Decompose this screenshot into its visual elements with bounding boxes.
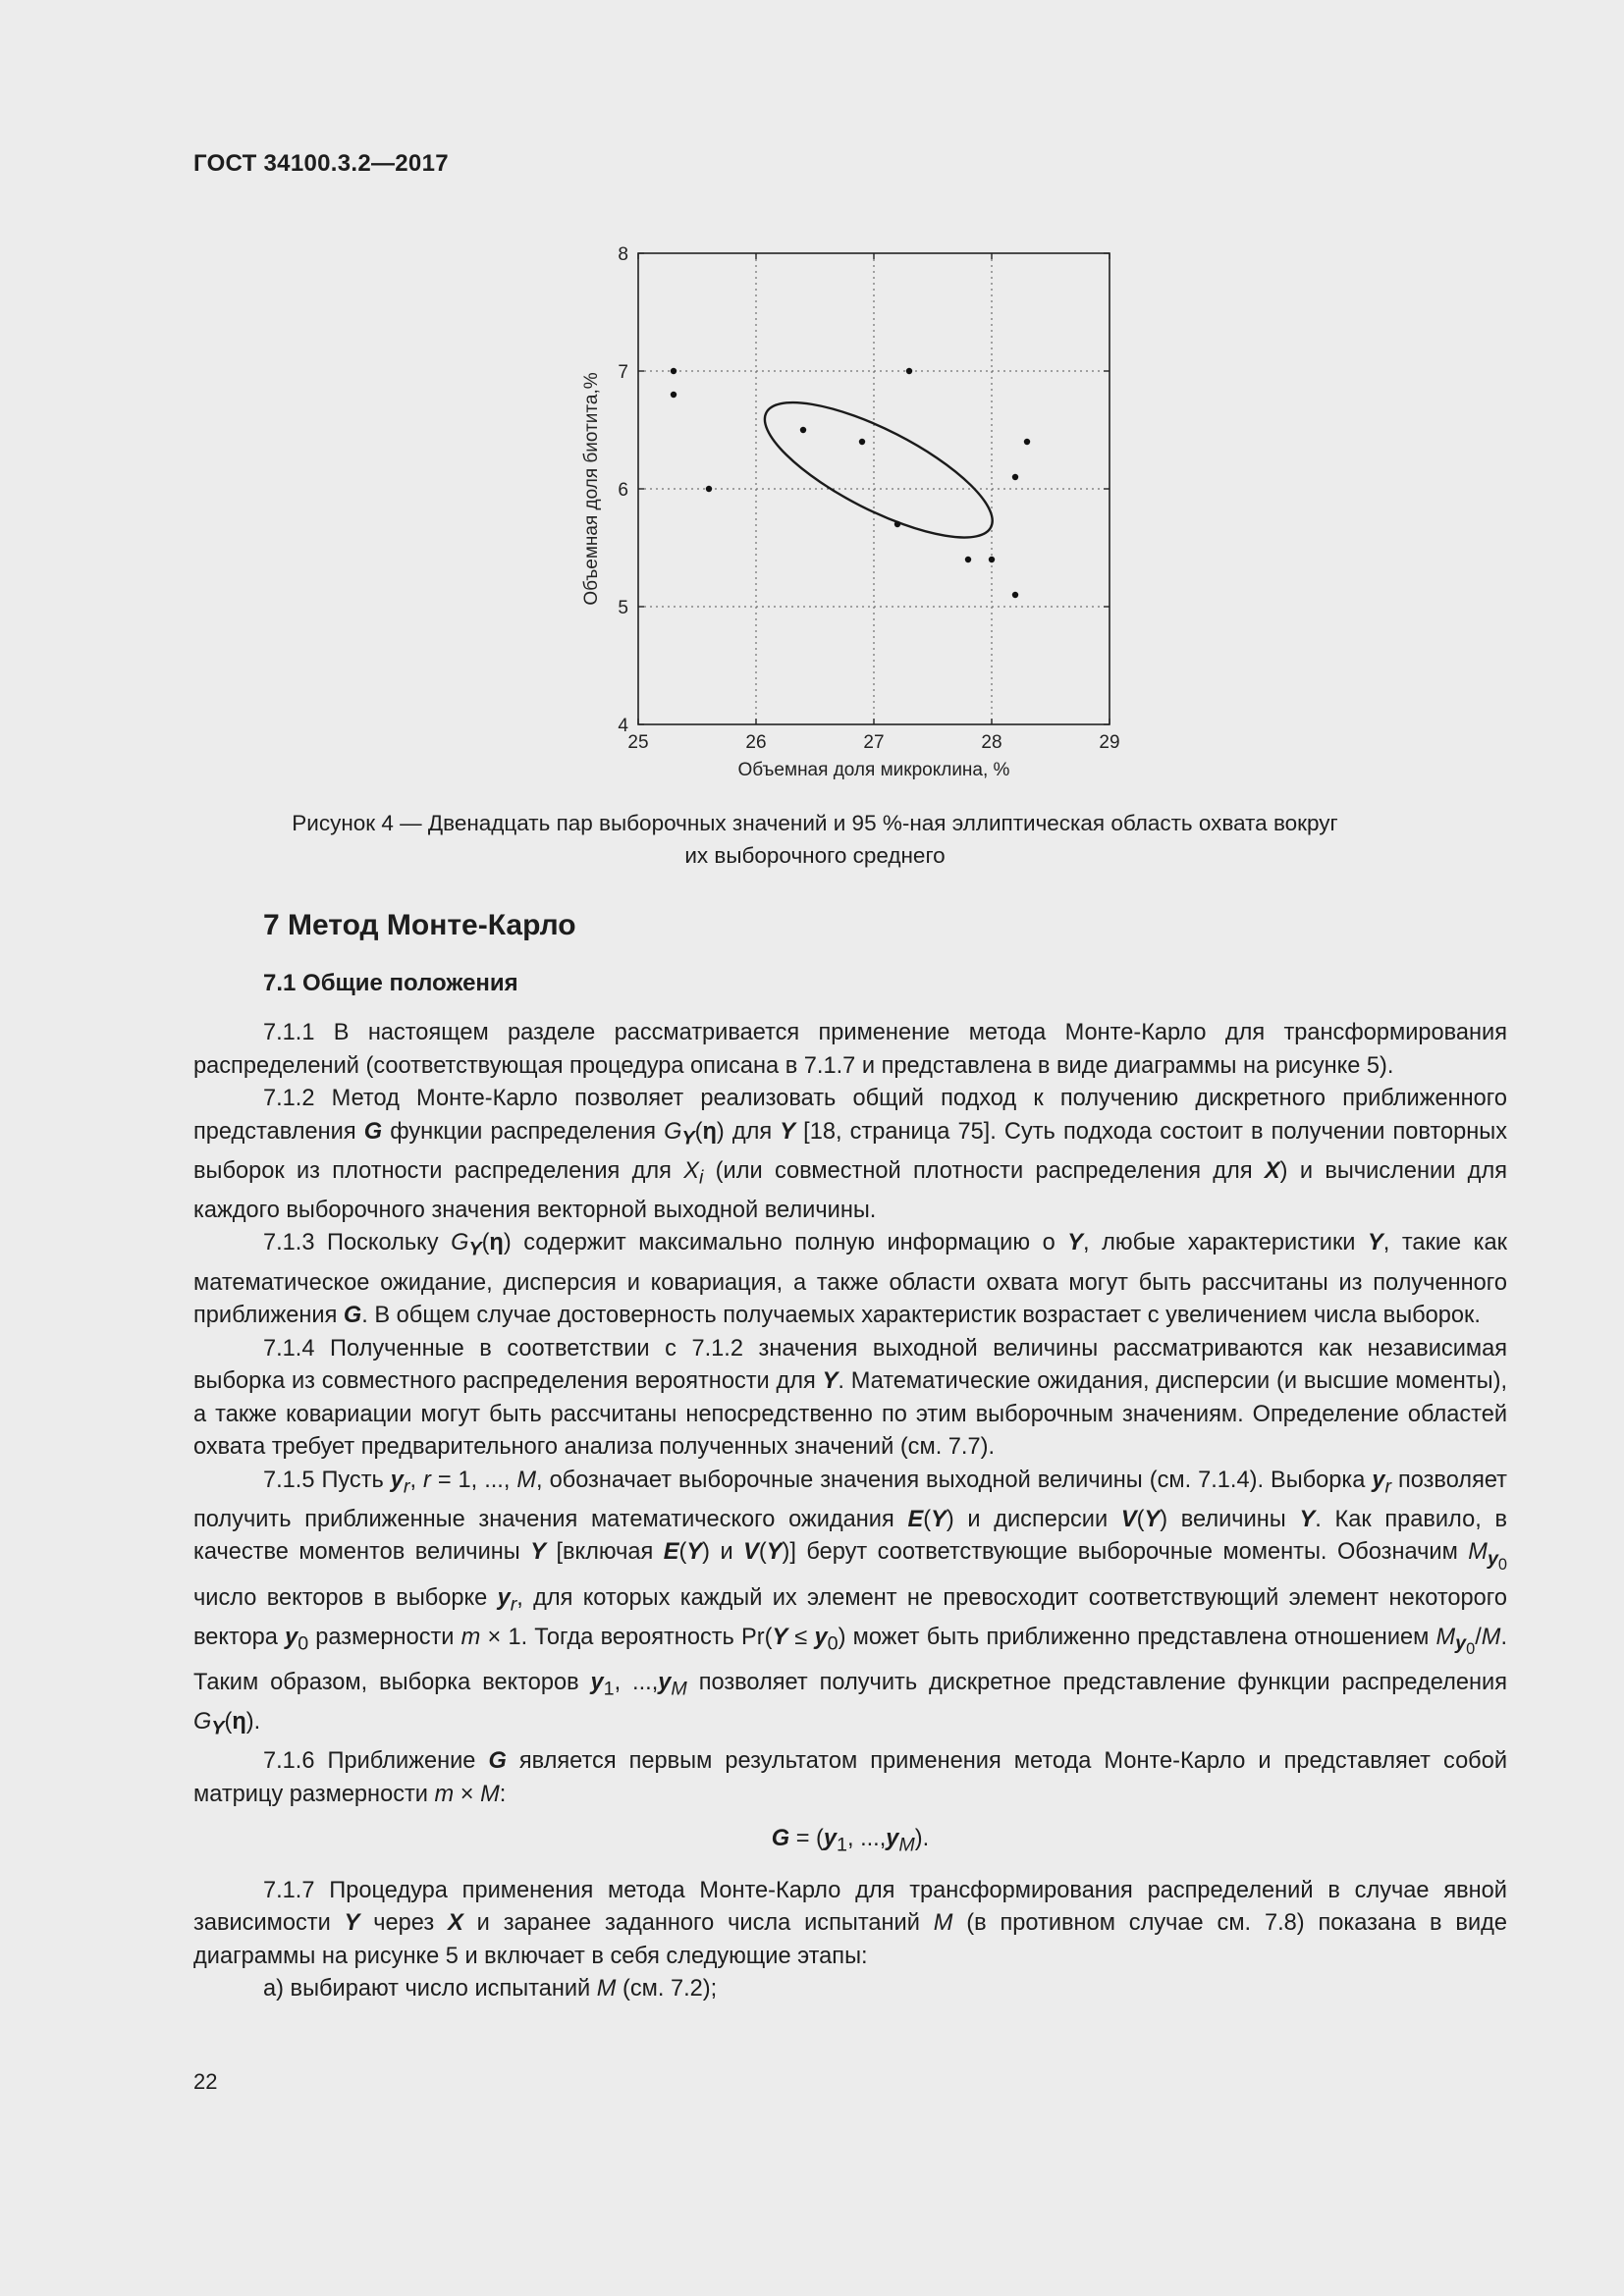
y-tick-label: 6 (618, 480, 628, 501)
data-point (989, 557, 995, 562)
list-item-a: а) выбирают число испытаний M (см. 7.2); (263, 1976, 718, 2002)
page-number: 22 (193, 2069, 218, 2094)
data-point (671, 392, 677, 398)
y-tick-label: 5 (618, 598, 628, 618)
paragraph-7-1-7: 7.1.7 Процедура применения метода Монте-Карло для трансформирования распределений в случае явной зависимости Y через X и заранее заданного числа испытаний M (в противном случае см. 7.8) показана в виде диаграммы на рисунке 5 и включает в себя следующие этапы: (193, 1877, 1508, 1969)
chart-ticks (618, 244, 1119, 753)
data-point (894, 521, 900, 527)
scatter-chart (569, 236, 1139, 795)
x-tick-label: 25 (627, 732, 649, 753)
data-point (1012, 474, 1018, 480)
data-point (671, 368, 677, 374)
data-point (859, 439, 865, 445)
paragraph-7-1-6: 7.1.6 Приближение G является первым результатом применения метода Монте-Карло и представляет собой матрицу размерности m × M: (193, 1748, 1508, 1807)
confidence-ellipse-layer (748, 377, 1009, 562)
data-point (965, 557, 971, 562)
standard-header: ГОСТ 34100.3.2—2017 (193, 150, 449, 177)
paragraph-7-1-5: 7.1.5 Пусть $y_r$, r = 1, ..., M, обозначает выборочные значения выходной величины (см. 7.1.4). Выборка $y_r$ позволяет получить приближенные значения математического ожидания E(Y) и дисперсии V(Y) величины Y. Как правило, в качестве моментов величины Y [включая E(Y) и V(Y)] берут соответствующие выборочные моменты. Обозначим $M_{y_0}$ число векторов в выборке $y_r$, для которых каждый их элемент не превосходит соответствующий элемент некоторого вектора $y_0$ размерности m × 1. Тогда вероятность $Pr(Y \le y_0)$ может быть приближенно представлена отношением $M_{y_0}/M$. Таким образом, выборка векторов $y_1$, $...,y_M$ позволяет получить дискретное представление функции распределения $G_Y(\eta)$. (193, 1467, 1507, 1739)
x-tick-label: 28 (981, 732, 1002, 753)
data-point (800, 427, 806, 433)
x-tick-label: 29 (1099, 732, 1120, 753)
data-point (906, 368, 912, 374)
x-axis-label: Объемная доля микроклина, % (737, 760, 1010, 780)
formula-g: $G = (y_1$, $...,y_M$). (771, 1826, 930, 1857)
x-tick-label: 27 (863, 732, 885, 753)
y-tick-label: 8 (618, 244, 628, 265)
y-tick-label: 7 (618, 362, 628, 383)
subsection-title: 7.1 Общие положения (263, 970, 518, 996)
paragraph-7-1-4: 7.1.4 Полученные в соответствии с 7.1.2 значения выходной величины рассматриваются как независимая выборка из совместного распределения вероятности для Y. Математические ожидания, дисперсии (и высшие моменты), а также ковариации могут быть рассчитаны непосредственно по этим выборочным значениям. Определение областей охвата требует предварительного анализа полученных значений (см. 7.7). (193, 1335, 1508, 1461)
data-point (1024, 439, 1030, 445)
paragraph-7-1-2: 7.1.2 Метод Монте-Карло позволяет реализовать общий подход к получению дискретного приближенного представления G функции распределения $G_Y(\eta)$ для Y [18, страница 75]. Суть подхода состоит в получении повторных выборок из плотности распределения для $X_i$ (или совместной плотности распределения для X) и вычислении для каждого выборочного значения векторной выходной величины. (193, 1086, 1507, 1223)
x-tick-label: 26 (745, 732, 767, 753)
figure-caption-line2: их выборочного среднего (684, 843, 946, 868)
paragraph-7-1-3: 7.1.3 Поскольку $G_Y(\eta)$ содержит максимально полную информацию о Y, любые характеристики Y, такие как математическое ожидание, дисперсия и ковариация, а также области охвата могут быть рассчитаны из полученного приближения G. В общем случае достоверность получаемых характеристик возрастает с увеличением числа выборок. (193, 1230, 1507, 1329)
y-axis-label: Объемная доля биотита,% (581, 372, 602, 606)
confidence-ellipse (748, 377, 1009, 562)
paragraph-7-1-1: 7.1.1 В настоящем разделе рассматривается применение метода Монте-Карло для трансформирования распределений (соответствующая процедура описана в 7.1.7 и представлена в виде диаграммы на рисунке 5). (193, 1020, 1507, 1079)
figure-caption-line1: Рисунок 4 — Двенадцать пар выборочных значений и 95 %-ная эллиптическая область охвата вокруг (292, 811, 1338, 835)
section-title: 7 Метод Монте-Карло (263, 909, 576, 941)
y-tick-label: 4 (618, 716, 628, 736)
chart-points (671, 368, 1030, 598)
figure-caption (226, 807, 1404, 872)
body-text (193, 1017, 1507, 2006)
data-point (706, 486, 712, 492)
data-point (1012, 592, 1018, 598)
